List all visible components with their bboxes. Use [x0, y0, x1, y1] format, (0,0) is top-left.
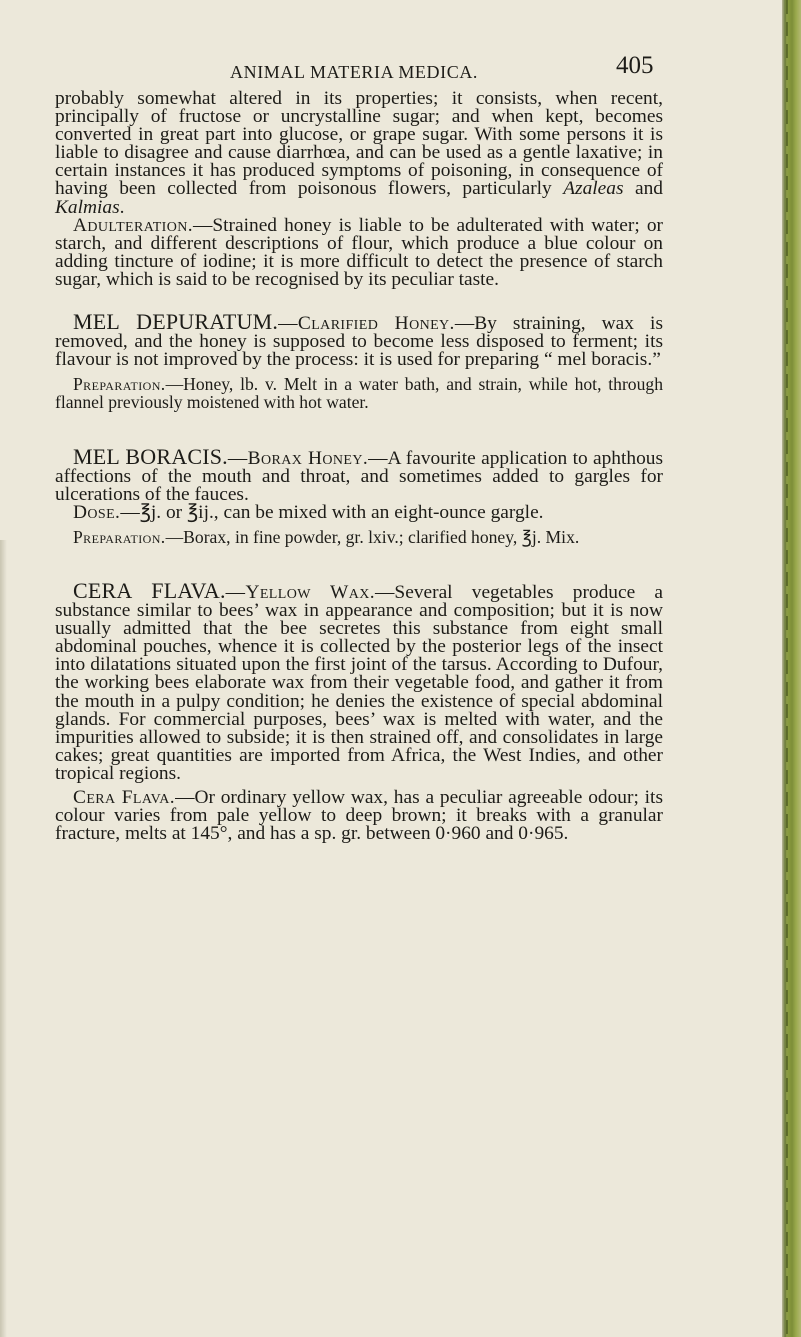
prep-label: Preparation. — [73, 374, 166, 395]
mel-boracis-paragraph — [55, 443, 664, 505]
mel-depuratum-subtitle: —Clarified Honey. — [278, 313, 455, 335]
adulteration-text: —Strained honey is liable to be adulterated with water; or starch, and different descriptions of flour, which produce a blue colour on adding tincture of iodine; it is more difficult to detect the presence of starch sugar, which is said to be recognised by its peculiar taste. — [55, 214, 663, 290]
cera-flava-text: —Several vegetables produce a substance similar to bees’ wax in appearance and composition; but it is now usually admitted that the bee secretes this substance from eight small abdominal pouches, whence it is collected by the posterior legs of the insect into dilatations situated upon the first joint of the tarsus. According to Dufour, the working bees elaborate wax from their vegetable food, and gather it from the mouth in a pulpy condition; he denies the existence of special abdominal glands. For commercial purposes, bees’ wax is melted with water, and the impurities allowed to subside; it is then strained off, and consolidates in large cakes; great quantities are imported from Africa, the West Indies, and other tropical regions. — [55, 581, 663, 784]
prep-text: —Honey, lb. v. Melt in a water bath, and strain, while hot, through flannel previously moistened with hot water. — [55, 374, 663, 413]
page-shadow — [0, 540, 7, 1337]
adulteration-label: Adulteration. — [73, 214, 193, 236]
mel-boracis-dose — [55, 501, 663, 523]
intro-end: . — [119, 196, 125, 218]
cera-flava-title: CERA FLAVA. — [73, 577, 226, 603]
intro-and: and — [623, 178, 663, 200]
mel-depuratum-text: —By straining, wax is removed, and the honey is supposed to become less disposed to ferment; its flavour is not improved by the process: it is used for preparing “ mel boracis.” — [55, 313, 663, 371]
mel-boracis-subtitle: —Borax Honey. — [227, 447, 369, 469]
mel-boracis-text: —A favourite application to aphthous affections of the mouth and throat, and sometimes added to gargles for ulcerations of the fauces. — [55, 447, 664, 505]
intro-text: probably somewhat altered in its properties; it consists, when recent, principally of fructose or uncrystalline sugar; and when kept, becomes converted in great part into glucose, or grape sugar. With some persons it is liable to disagree and cause diarrhœa, and can be used as a gentle laxative; in certain instances it has produced symptoms of poisoning, in consequence of having been collected from poisonous flowers, particularly — [55, 88, 663, 200]
adulteration-paragraph — [55, 214, 663, 290]
italic-kalmias: Kalmias — [55, 196, 120, 218]
mel-depuratum-title: MEL DEPURATUM. — [73, 309, 279, 335]
cera-flava-paragraph-2 — [55, 789, 663, 843]
dose-text: —℥j. or ℥ij., can be mixed with an eight-ounce gargle. — [120, 501, 544, 523]
body-text — [55, 90, 663, 843]
page-number: 405 — [616, 52, 654, 79]
dose-label: Dose. — [73, 501, 121, 523]
mel-depuratum-paragraph — [55, 309, 663, 371]
cera-flava-paragraph — [55, 577, 663, 784]
intro-paragraph — [55, 90, 663, 217]
page-header — [0, 52, 782, 82]
prep-label: Preparation. — [73, 526, 166, 547]
mel-boracis-preparation — [55, 528, 663, 546]
cera-flava-text-2: —Or ordinary yellow wax, has a peculiar agreeable odour; its colour varies from pale yellow to deep brown; it breaks with a granular fracture, melts at 145°, and has a sp. gr. between 0·960 and 0·965. — [55, 787, 663, 845]
cera-flava-label: Cera Flava. — [73, 787, 176, 808]
italic-azaleas: Azaleas — [563, 178, 624, 200]
mel-depuratum-preparation — [55, 375, 663, 411]
cera-flava-subtitle: —Yellow Wax. — [225, 581, 376, 603]
mel-boracis-title: MEL BORACIS. — [73, 443, 228, 469]
running-head: ANIMAL MATERIA MEDICA. — [230, 62, 479, 82]
book-edge — [782, 0, 801, 1337]
prep-text: —Borax, in fine powder, gr. lxiv.; clarified honey, ℥j. Mix. — [165, 526, 580, 547]
